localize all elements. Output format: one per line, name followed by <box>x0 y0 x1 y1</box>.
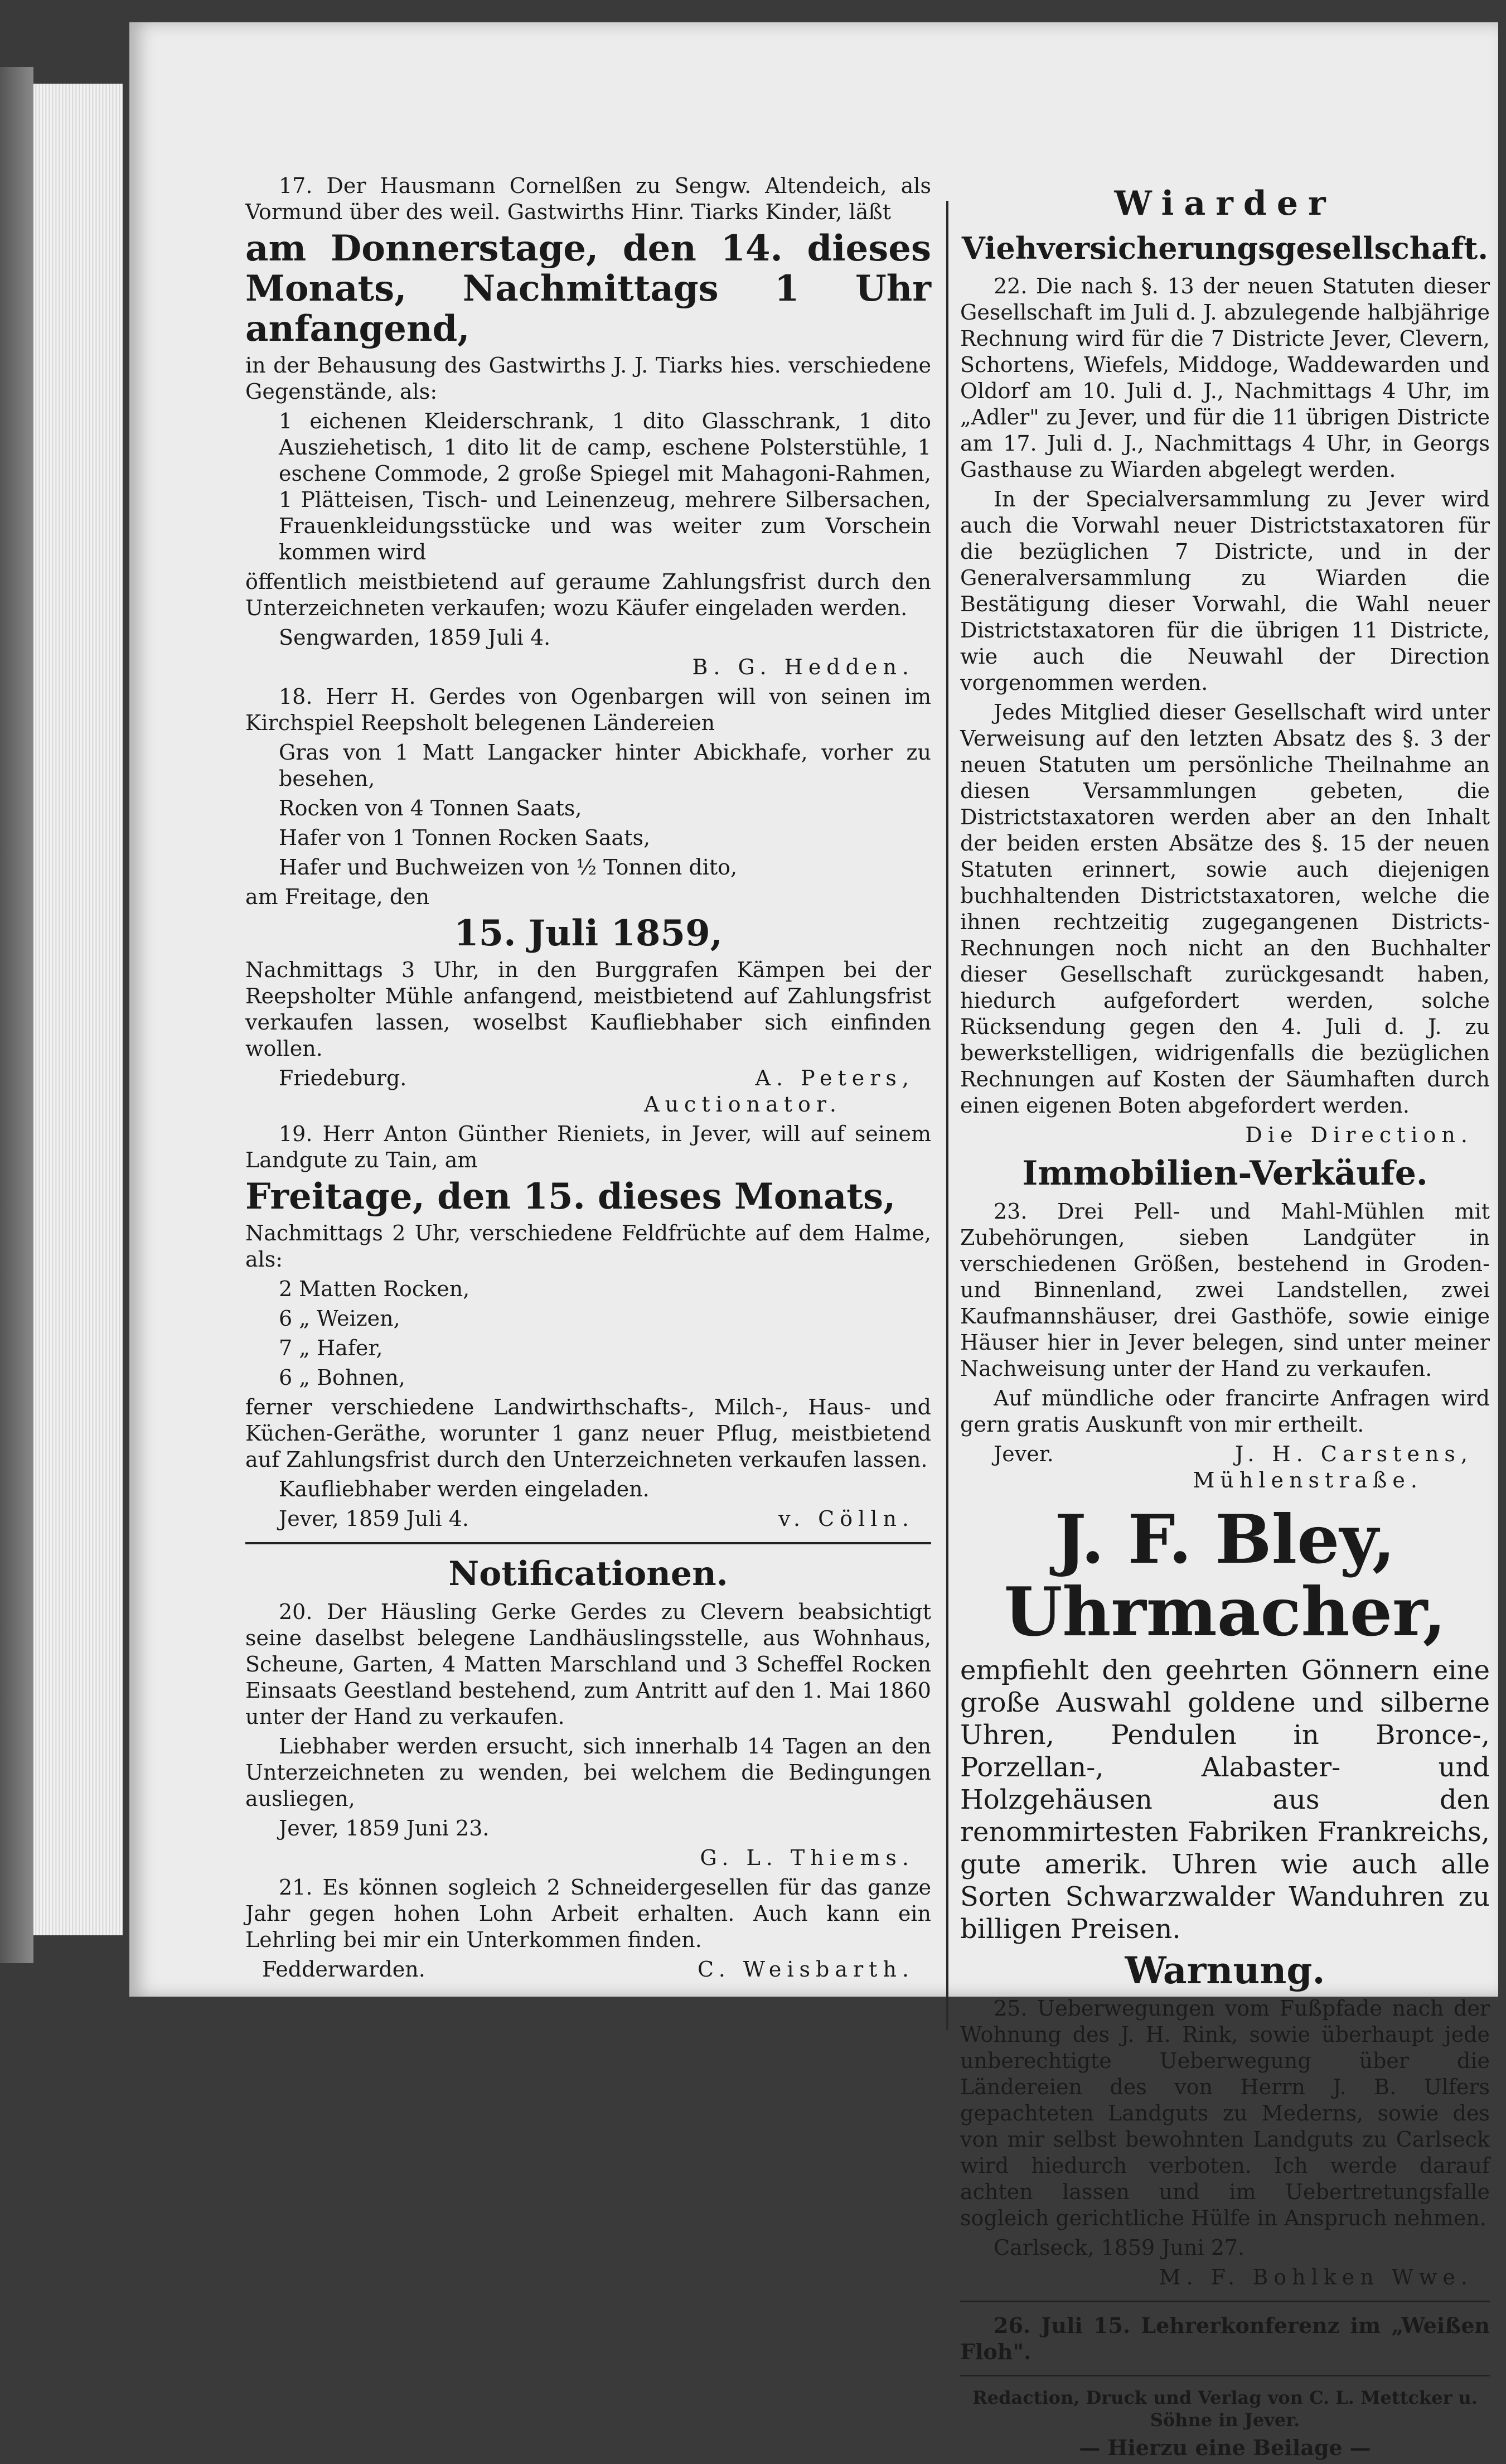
ad-19-signature: v. Cölln. <box>778 1506 914 1531</box>
ad-25-text: 25. Ueberwegungen vom Fußpfade nach der Wohnung des J. H. Rink, sowie überhaupt jede unberechtigte Ueberwegung über die Ländereien des von Herrn J. B. Ulfers gepachteten Landguts zu Mederns, sowie des von mir selbst bewohnten Landguts zu Carlseck wird hiedurch verboten. Ich werde darauf achten lassen und im Uebertretungsfalle sogleich gerichtliche Hülfe in Anspruch nehmen. <box>960 1996 1490 2230</box>
ad-18-terms: Nachmittags 3 Uhr, in den Burggrafen Kämpen bei der Reepsholter Mühle anfangend, meistbietend auf Zahlungsfrist verkaufen lassen, woselbst Kaufliebhaber sich einfinden wollen. <box>245 958 931 1061</box>
ad-23-place: Jever. <box>994 1442 1054 1466</box>
ad-22-paragraph-1: 22. Die nach §. 13 der neuen Statuten dieser Gesellschaft im Juli d. J. abzulegende halbjährige Rechnung wird für die 7 Districte Jever, Clevern, Schortens, Wiefels, Middoge, Waddewarden und Oldorf am 10. Juli d. J., Nachmittags 4 Uhr, im „Adler" zu Jever, und für die 11 übrigen Districte am 17. Juli d. J., Nachmittags 4 Uhr, in Georgs Gasthause zu Wiarden abgelegt werden. <box>960 274 1490 482</box>
ad-18-item: Rocken von 4 Tonnen Saats, <box>279 796 582 820</box>
book-page-edges <box>33 84 123 1935</box>
ad-19-terms: Nachmittags 2 Uhr, verschiedene Feldfrüchte auf dem Halme, als: <box>245 1221 931 1272</box>
ad-18-sign-row <box>245 1065 931 1091</box>
section-rule <box>960 2375 1490 2376</box>
ad-21-text: 21. Es können sogleich 2 Schneidergesellen für das ganze Jahr gegen hohen Lohn Arbeit erhalten. Auch kann ein Lehrling bei mir ein Unterkommen finden. <box>245 1875 931 1952</box>
ad-19-intro: 19. Herr Anton Günther Rieniets, in Jever, will auf seinem Landgute zu Tain, am <box>245 1122 931 1172</box>
ad-17-items: 1 eichenen Kleiderschrank, 1 dito Glasschrank, 1 dito Ausziehetisch, 1 dito lit de camp, eschene Polsterstühle, 1 eschene Commode, 2 große Spiegel mit Mahagoni-Rahmen, 1 Plätteisen, Tisch- und Leinenzeug, mehrere Silbersachen, Frauenkleidungsstücke und was weiter zum Vorschein kommen wird <box>279 409 931 564</box>
book-spine-shadow <box>0 67 33 1963</box>
ad-23-sign-row <box>960 1441 1490 1467</box>
uhrmacher-title: J. F. Bley, Uhrmacher, <box>1004 1500 1446 1651</box>
ad-22-paragraph-2: In der Specialversammlung zu Jever wird auch die Vorwahl neuer Districtstaxatoren für die bezüglichen 7 Districte, und in der Generalversammlung zu Wiarden die Bestätigung dieser Vorwahl, die Wahl neuer Districtstaxatoren für die übrigen 11 Districte, wie auch die Neuwahl der Direction vorgenommen werden. <box>960 487 1490 695</box>
ad-20-text: 20. Der Häusling Gerke Gerdes zu Clevern beabsichtigt seine daselbst belegene Landhäuslingsstelle, aus Wohnhaus, Scheune, Garten, 4 Matten Marschland und 3 Scheffel Rocken Einsaats Geestland bestehend, zum Antritt auf den 1. Mai 1860 unter der Hand zu verkaufen. <box>245 1600 931 1729</box>
left-column <box>245 173 931 1983</box>
ad-17-terms: öffentlich meistbietend auf geraume Zahlungsfrist durch den Unterzeichneten verkaufen; wozu Käufer eingeladen werden. <box>245 569 931 620</box>
ad-25-signature: M. F. Bohlken Wwe. <box>1159 2265 1473 2289</box>
immobilien-heading: Immobilien-Verkäufe. <box>1022 1154 1428 1193</box>
ad-25 <box>960 1996 1490 2291</box>
ad-26-text: 26. Juli 15. Lehrerkonferenz im „Weißen Floh". <box>960 2313 1490 2364</box>
ad-21-place: Fedderwarden. <box>262 1957 425 1982</box>
ad-19-terms-2: ferner verschiedene Landwirthschafts-, Milch-, Haus- und Küchen-Geräthe, worunter 1 ganz neuer Pflug, meistbietend auf Zahlungsfrist durch den Unterzeichneten verkaufen lassen. <box>245 1395 931 1472</box>
right-column <box>960 173 1490 2464</box>
ad-21 <box>245 1874 931 1983</box>
ad-17-intro: 17. Der Hausmann Cornelßen zu Sengw. Altendeich, als Vormund über des weil. Gastwirths Hinr. Tiarks Kinder, läßt <box>245 173 931 224</box>
supplement-note: — Hierzu eine Beilage — <box>1079 2435 1371 2460</box>
imprint: Redaction, Druck und Verlag von C. L. Mettcker u. Söhne in Jever. <box>972 2387 1478 2431</box>
ad-18-intro: 18. Herr H. Gerdes von Ogenbargen will von seinen im Kirchspiel Reepsholt belegenen Ländereien <box>245 684 931 735</box>
ad-18-item: Gras von 1 Matt Langacker hinter Abickhafe, vorher zu besehen, <box>279 740 931 791</box>
ad-21-signature: C. Weisbarth. <box>698 1957 914 1982</box>
ad-19-date-headline: Freitage, den 15. dieses Monats, <box>245 1176 896 1217</box>
ad-18-place: Friedeburg. <box>279 1066 407 1090</box>
ad-22-paragraph-3: Jedes Mitglied dieser Gesellschaft wird unter Verweisung auf den letzten Absatz des §. 3 der neuen Statuten um persönliche Theilnahme an diesen Versammlungen gebeten, die Districtstaxatoren werden aber an den Inhalt der beiden ersten Absätze des §. 15 der neuen Statuten erinnert, sowie auch diejenigen buchhaltenden Districtstaxatoren, welche die ihnen rechtzeitig zugegangenen Districts-Rechnungen noch nicht an den Buchhalter dieser Gesellschaft zurückgesandt haben, hiedurch aufgefordert werden, solche Rücksendung gegen den 4. Juli d. J. zu bewerkstelligen, widrigenfalls die bezüglichen Rechnungen auf Kosten der Säumhaften durch einen eigenen Boten abgefordert werden. <box>960 700 1490 1118</box>
ad-18-item: Hafer und Buchweizen von ½ Tonnen dito, <box>279 855 738 880</box>
ad-18 <box>245 684 931 1118</box>
ad-23 <box>960 1199 1490 1494</box>
ad-18-pre-date: am Freitage, den <box>245 885 430 909</box>
ad-20-dateline: Jever, 1859 Juni 23. <box>279 1816 490 1840</box>
ad-21-sign-row <box>245 1956 931 1983</box>
notifications-heading: Notificationen. <box>448 1554 728 1593</box>
ad-18-signature: A. Peters, <box>755 1066 914 1090</box>
ad-18-item: Hafer von 1 Tonnen Rocken Saats, <box>279 825 651 850</box>
ad-17 <box>245 173 931 680</box>
ad-23-paragraph-2: Auf mündliche oder francirte Anfragen wird gern gratis Auskunft von mir ertheilt. <box>960 1386 1490 1437</box>
section-rule <box>245 1542 931 1544</box>
ad-20-signature: G. L. Thiems. <box>700 1845 914 1870</box>
ad-23-paragraph-1: 23. Drei Pell- und Mahl-Mühlen mit Zubehörungen, sieben Landgüter in verschiedenen Größen, bestehend in Groden- und Binnenland, zwei Landstellen, zwei Kaufmannshäuser, drei Gasthöfe, sowie einige Häuser hier in Jever belegen, sind unter meiner Nachweisung unter der Hand zu verkaufen. <box>960 1199 1490 1381</box>
warning-heading: Warnung. <box>1125 1949 1325 1992</box>
ad-18-date: 15. Juli 1859, <box>454 912 723 954</box>
ad-22-signature: Die Direction. <box>1245 1123 1473 1147</box>
ad-23-role: Mühlenstraße. <box>1193 1468 1423 1492</box>
section-rule <box>960 2301 1490 2302</box>
ad-17-dateline: Sengwarden, 1859 Juli 4. <box>279 625 551 650</box>
ad-20 <box>245 1599 931 1871</box>
ad-19-sign-row <box>245 1506 931 1532</box>
ad-19-crop: 6 „ Bohnen, <box>279 1365 405 1390</box>
ad-18-role: Auctionator. <box>644 1092 842 1117</box>
ad-19-crop: 2 Matten Rocken, <box>279 1277 470 1301</box>
wiarder-heading: Wiarder <box>1114 184 1336 223</box>
ad-19-invite: Kaufliebhaber werden eingeladen. <box>279 1477 650 1501</box>
uhrmacher-ad <box>960 1500 1490 1945</box>
ad-20-text-2: Liebhaber werden ersucht, sich innerhalb 14 Tagen an den Unterzeichneten zu wenden, bei welchem die Bedingungen ausliegen, <box>245 1734 931 1811</box>
ad-25-dateline: Carlseck, 1859 Juni 27. <box>994 2235 1245 2260</box>
ad-19-dateline: Jever, 1859 Juli 4. <box>279 1506 469 1531</box>
ad-19-crop: 6 „ Weizen, <box>279 1306 400 1331</box>
ad-17-date-headline: am Donnerstage, den 14. dieses Monats, Nachmittags 1 Uhr anfangend, <box>245 228 931 350</box>
column-divider <box>946 201 948 2030</box>
ad-17-signature: B. G. Hedden. <box>692 655 914 679</box>
ad-22 <box>960 273 1490 1148</box>
uhrmacher-text: empfiehlt den geehrten Gönnern eine große Auswahl goldene und silberne Uhren, Pendulen in Bronce-, Porzellan-, Alabaster- und Holzgehäusen aus den renommirtesten Fabriken Frankreichs, gute amerik. Uhren wie auch alle Sorten Schwarzwalder Wanduhren zu billigen Preisen. <box>960 1655 1490 1945</box>
viehversicherung-heading: Viehversicherungsgesellschaft. <box>961 230 1489 266</box>
ad-17-place: in der Behausung des Gastwirths J. J. Tiarks hies. verschiedene Gegenstände, als: <box>245 353 931 404</box>
ad-23-signature: J. H. Carstens, <box>1235 1442 1473 1466</box>
ad-19-crop: 7 „ Hafer, <box>279 1336 383 1360</box>
ad-19 <box>245 1121 931 1532</box>
